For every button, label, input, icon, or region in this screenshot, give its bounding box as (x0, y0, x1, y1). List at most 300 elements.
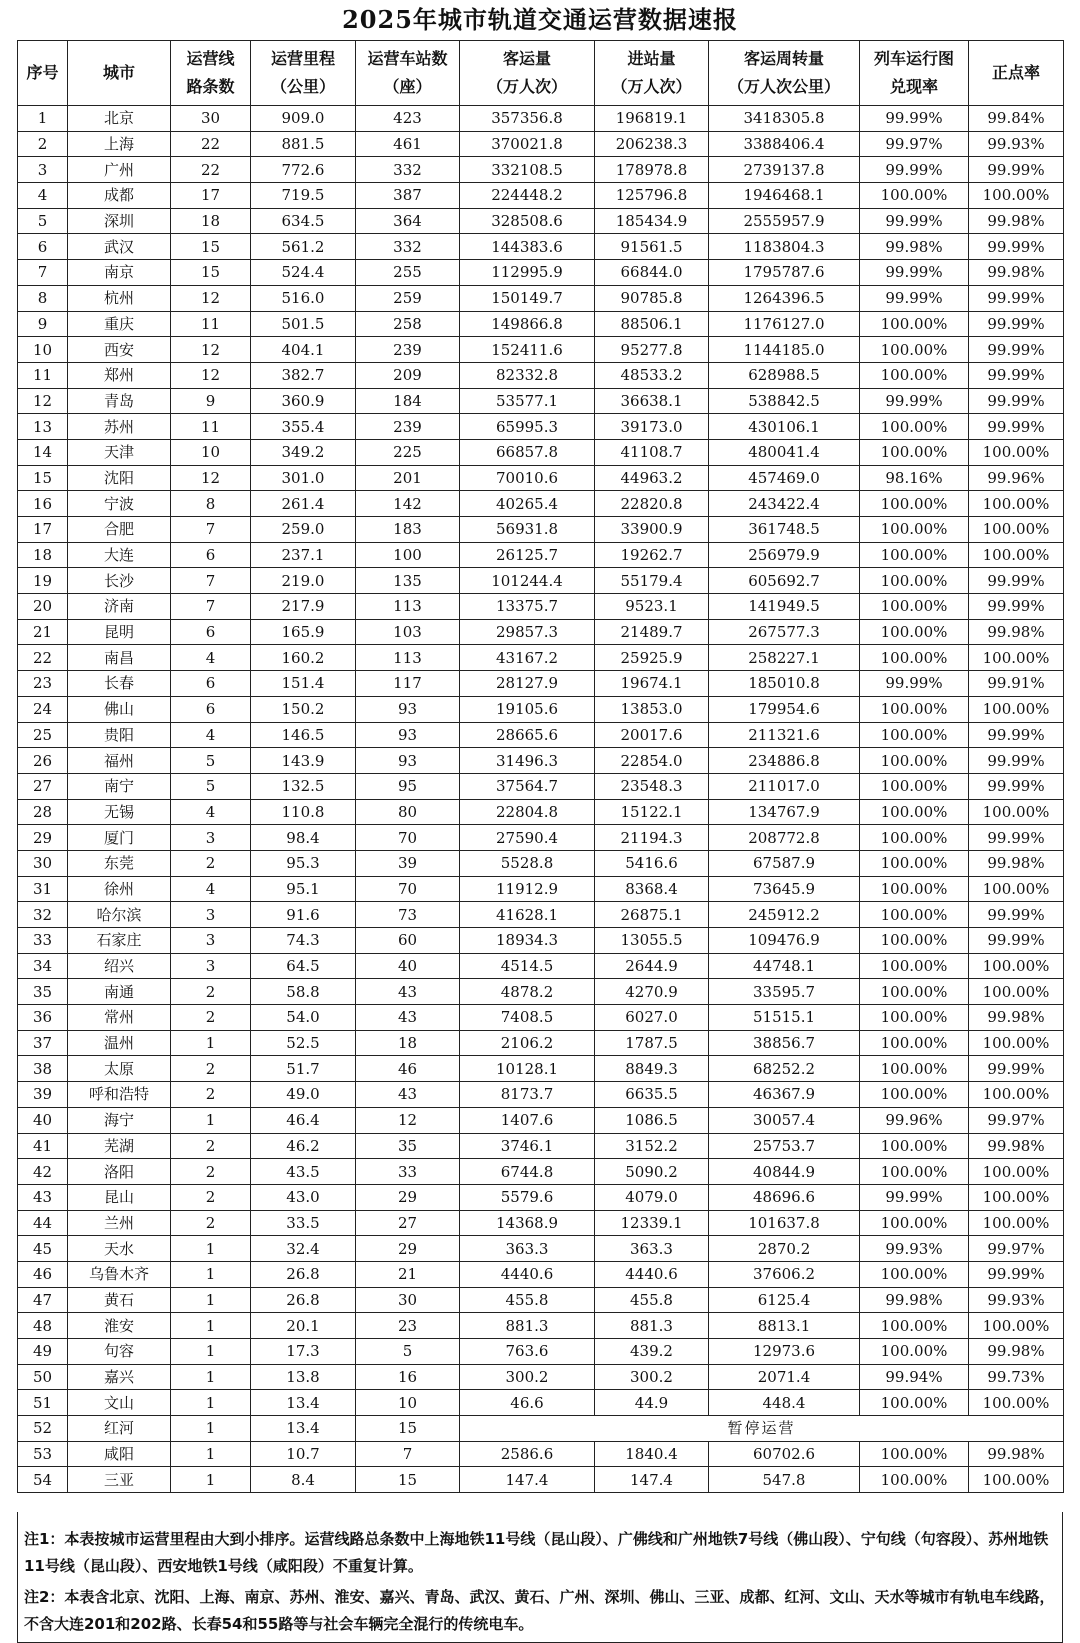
table-cell: 10 (171, 439, 251, 465)
table-cell: 43 (356, 979, 460, 1005)
table-cell: 7 (171, 517, 251, 543)
table-body (18, 106, 1064, 1493)
table-cell: 43 (356, 1082, 460, 1108)
table-cell: 40844.9 (709, 1159, 860, 1185)
table-cell: 32 (18, 902, 68, 928)
table-cell: 561.2 (251, 234, 356, 260)
table-row (18, 876, 1064, 902)
table-cell: 360.9 (251, 388, 356, 414)
table-cell: 2 (18, 131, 68, 157)
table-row (18, 465, 1064, 491)
notes-section (17, 1512, 1063, 1643)
table-row (18, 311, 1064, 337)
table-cell: 10 (356, 1390, 460, 1416)
table-cell: 绍兴 (68, 953, 171, 979)
table-cell: 福州 (68, 748, 171, 774)
table-cell: 5528.8 (460, 850, 595, 876)
table-cell: 2 (171, 850, 251, 876)
table-cell: 101244.4 (460, 568, 595, 594)
table-cell: 66857.8 (460, 439, 595, 465)
table-cell: 267577.3 (709, 619, 860, 645)
table-cell: 1 (171, 1441, 251, 1467)
table-cell: 100.00% (860, 825, 969, 851)
table-cell: 1 (171, 1339, 251, 1365)
table-cell: 185434.9 (595, 208, 709, 234)
table-cell: 3 (171, 825, 251, 851)
table-cell: 10128.1 (460, 1056, 595, 1082)
table-cell: 99.99% (860, 208, 969, 234)
table-cell: 184 (356, 388, 460, 414)
table-cell: 41 (18, 1133, 68, 1159)
table-cell: 48533.2 (595, 362, 709, 388)
table-row (18, 902, 1064, 928)
table-cell: 沈阳 (68, 465, 171, 491)
table-cell: 48696.6 (709, 1184, 860, 1210)
table-cell: 99.98% (969, 619, 1064, 645)
table-cell: 100.00% (860, 928, 969, 954)
table-cell: 423 (356, 106, 460, 132)
table-cell: 100.00% (969, 183, 1064, 209)
table-cell: 5 (356, 1339, 460, 1365)
table-cell: 2739137.8 (709, 157, 860, 183)
table-cell: 259.0 (251, 517, 356, 543)
table-cell: 909.0 (251, 106, 356, 132)
table-cell: 110.8 (251, 799, 356, 825)
table-cell: 2 (171, 979, 251, 1005)
table-row (18, 850, 1064, 876)
table-cell: 6 (18, 234, 68, 260)
table-cell: 厦门 (68, 825, 171, 851)
table-cell: 淮安 (68, 1313, 171, 1339)
table-cell: 13055.5 (595, 928, 709, 954)
table-cell: 52 (18, 1416, 68, 1442)
table-cell: 95.3 (251, 850, 356, 876)
table-cell: 332 (356, 157, 460, 183)
table-cell: 152411.6 (460, 337, 595, 363)
table-cell: 13375.7 (460, 594, 595, 620)
table-cell: 100.00% (969, 1467, 1064, 1493)
table-cell: 36638.1 (595, 388, 709, 414)
table-cell: 21194.3 (595, 825, 709, 851)
column-header-line: 运营里程 (270, 49, 335, 68)
table-cell: 11 (171, 414, 251, 440)
table-cell: 99.98% (969, 850, 1064, 876)
table-cell: 51 (18, 1390, 68, 1416)
table-row (18, 1159, 1064, 1185)
table-cell: 100.00% (860, 1339, 969, 1365)
table-cell: 100.00% (860, 337, 969, 363)
table-cell: 430106.1 (709, 414, 860, 440)
table-cell: 三亚 (68, 1467, 171, 1493)
table-cell: 2 (171, 1210, 251, 1236)
table-cell: 17.3 (251, 1339, 356, 1365)
table-cell: 苏州 (68, 414, 171, 440)
table-cell: 40 (18, 1107, 68, 1133)
table-cell: 91561.5 (595, 234, 709, 260)
table-cell: 长春 (68, 671, 171, 697)
table-cell: 1264396.5 (709, 285, 860, 311)
table-cell: 70 (356, 876, 460, 902)
table-cell: 211321.6 (709, 722, 860, 748)
table-cell: 南京 (68, 260, 171, 286)
table-cell: 17 (18, 517, 68, 543)
table-row (18, 1184, 1064, 1210)
table-cell: 99.99% (969, 773, 1064, 799)
table-row (18, 1210, 1064, 1236)
table-cell: 100.00% (969, 696, 1064, 722)
table-cell: 2 (171, 1159, 251, 1185)
table-cell: 99.99% (969, 748, 1064, 774)
table-cell: 44963.2 (595, 465, 709, 491)
table-cell: 4878.2 (460, 979, 595, 1005)
table-cell: 10 (18, 337, 68, 363)
table-cell: 深圳 (68, 208, 171, 234)
table-cell: 29 (18, 825, 68, 851)
table-row-suspended (18, 1416, 1064, 1442)
table-row (18, 594, 1064, 620)
table-row (18, 439, 1064, 465)
column-header-line: 运营线 (186, 49, 235, 68)
table-cell: 524.4 (251, 260, 356, 286)
table-cell: 151.4 (251, 671, 356, 697)
table-cell: 99.99% (969, 902, 1064, 928)
table-row (18, 1287, 1064, 1313)
table-cell: 100.00% (969, 1210, 1064, 1236)
table-cell: 256979.9 (709, 542, 860, 568)
table-cell: 2 (171, 1184, 251, 1210)
table-cell: 100.00% (860, 1261, 969, 1287)
table-cell: 昆山 (68, 1184, 171, 1210)
table-cell: 132.5 (251, 773, 356, 799)
table-row (18, 696, 1064, 722)
table-cell: 113 (356, 645, 460, 671)
table-cell: 23548.3 (595, 773, 709, 799)
data-table (17, 40, 1064, 1493)
table-cell: 29 (356, 1184, 460, 1210)
table-cell: 99.98% (969, 208, 1064, 234)
table-cell: 30 (356, 1287, 460, 1313)
table-cell: 99.73% (969, 1364, 1064, 1390)
table-cell: 99.99% (969, 362, 1064, 388)
table-cell: 35 (356, 1133, 460, 1159)
table-cell: 33900.9 (595, 517, 709, 543)
table-cell: 39 (356, 850, 460, 876)
table-row (18, 131, 1064, 157)
table-row (18, 260, 1064, 286)
table-cell: 29 (356, 1236, 460, 1262)
table-cell: 41108.7 (595, 439, 709, 465)
table-cell: 100.00% (969, 517, 1064, 543)
table-row (18, 106, 1064, 132)
table-cell: 99.98% (860, 234, 969, 260)
table-cell: 355.4 (251, 414, 356, 440)
table-cell: 178978.8 (595, 157, 709, 183)
table-cell: 12973.6 (709, 1339, 860, 1365)
table-cell: 125796.8 (595, 183, 709, 209)
table-cell: 19 (18, 568, 68, 594)
table-cell: 6635.5 (595, 1082, 709, 1108)
table-cell: 100.00% (860, 1056, 969, 1082)
table-cell: 21 (356, 1261, 460, 1287)
table-cell: 150149.7 (460, 285, 595, 311)
table-cell: 16 (18, 491, 68, 517)
table-cell: 117 (356, 671, 460, 697)
table-cell: 合肥 (68, 517, 171, 543)
table-cell: 387 (356, 183, 460, 209)
table-cell: 100.00% (860, 1441, 969, 1467)
table-cell: 99.99% (969, 311, 1064, 337)
table-cell: 8849.3 (595, 1056, 709, 1082)
table-row (18, 645, 1064, 671)
table-cell: 179954.6 (709, 696, 860, 722)
column-header-line: 运营车站数 (367, 49, 448, 68)
table-cell: 332108.5 (460, 157, 595, 183)
table-cell: 5579.6 (460, 1184, 595, 1210)
suspended-status: 暂停运营 (460, 1416, 1064, 1442)
table-cell: 100.00% (860, 1467, 969, 1493)
table-cell: 12 (171, 337, 251, 363)
table-cell: 13.4 (251, 1416, 356, 1442)
table-cell: 258227.1 (709, 645, 860, 671)
table-cell: 66844.0 (595, 260, 709, 286)
table-cell: 4 (171, 722, 251, 748)
table-cell: 100.00% (969, 1184, 1064, 1210)
table-cell: 70 (356, 825, 460, 851)
table-cell: 100.00% (860, 1390, 969, 1416)
table-cell: 100 (356, 542, 460, 568)
table-cell: 2644.9 (595, 953, 709, 979)
table-cell: 217.9 (251, 594, 356, 620)
table-cell: 99.84% (969, 106, 1064, 132)
table-cell: 18 (356, 1030, 460, 1056)
table-row (18, 234, 1064, 260)
table-cell: 516.0 (251, 285, 356, 311)
table-cell: 370021.8 (460, 131, 595, 157)
table-row (18, 1313, 1064, 1339)
table-cell: 113 (356, 594, 460, 620)
table-cell: 183 (356, 517, 460, 543)
table-cell: 1086.5 (595, 1107, 709, 1133)
table-cell: 99.98% (969, 1339, 1064, 1365)
table-cell: 100.00% (860, 773, 969, 799)
table-cell: 43.5 (251, 1159, 356, 1185)
table-row (18, 183, 1064, 209)
table-cell: 364 (356, 208, 460, 234)
table-cell: 201 (356, 465, 460, 491)
table-cell: 44748.1 (709, 953, 860, 979)
table-cell: 22 (171, 157, 251, 183)
table-row (18, 388, 1064, 414)
table-cell: 4440.6 (595, 1261, 709, 1287)
table-cell: 3746.1 (460, 1133, 595, 1159)
table-row (18, 825, 1064, 851)
table-cell: 100.00% (860, 1313, 969, 1339)
table-cell: 54.0 (251, 1005, 356, 1031)
table-cell: 37606.2 (709, 1261, 860, 1287)
table-cell: 5 (171, 773, 251, 799)
table-row (18, 953, 1064, 979)
table-cell: 济南 (68, 594, 171, 620)
column-header-line: 路条数 (186, 77, 235, 96)
table-cell: 22 (18, 645, 68, 671)
table-cell: 11 (171, 311, 251, 337)
table-row (18, 1390, 1064, 1416)
column-header-line: （万人次公里） (727, 77, 840, 96)
column-header (18, 41, 68, 106)
table-cell: 句容 (68, 1339, 171, 1365)
table-cell: 37564.7 (460, 773, 595, 799)
table-cell: 3 (18, 157, 68, 183)
table-cell: 51.7 (251, 1056, 356, 1082)
table-cell: 15 (171, 234, 251, 260)
table-cell: 480041.4 (709, 439, 860, 465)
table-cell: 73 (356, 902, 460, 928)
table-cell: 1840.4 (595, 1441, 709, 1467)
table-cell: 100.00% (860, 850, 969, 876)
table-cell: 239 (356, 337, 460, 363)
table-cell: 88506.1 (595, 311, 709, 337)
table-row (18, 337, 1064, 363)
table-cell: 27 (18, 773, 68, 799)
table-cell: 100.00% (860, 902, 969, 928)
table-cell: 21 (18, 619, 68, 645)
table-cell: 36 (18, 1005, 68, 1031)
table-row (18, 414, 1064, 440)
table-cell: 109476.9 (709, 928, 860, 954)
table-cell: 12 (171, 285, 251, 311)
table-cell: 99.97% (860, 131, 969, 157)
table-cell: 海宁 (68, 1107, 171, 1133)
table-cell: 3 (171, 953, 251, 979)
table-cell: 18934.3 (460, 928, 595, 954)
column-header-line: （万人次） (486, 77, 567, 96)
table-cell: 27590.4 (460, 825, 595, 851)
column-header-line: 兑现率 (889, 77, 938, 96)
table-cell: 40265.4 (460, 491, 595, 517)
table-cell: 46.2 (251, 1133, 356, 1159)
table-cell: 5 (171, 748, 251, 774)
table-cell: 881.3 (595, 1313, 709, 1339)
table-cell: 99.96% (969, 465, 1064, 491)
table-cell: 1183804.3 (709, 234, 860, 260)
table-cell: 501.5 (251, 311, 356, 337)
table-cell: 4 (171, 876, 251, 902)
table-cell: 1 (171, 1364, 251, 1390)
table-cell: 5 (18, 208, 68, 234)
table-cell: 99.99% (969, 825, 1064, 851)
table-cell: 258 (356, 311, 460, 337)
table-cell: 9523.1 (595, 594, 709, 620)
table-cell: 1176127.0 (709, 311, 860, 337)
table-cell: 3388406.4 (709, 131, 860, 157)
table-cell: 1 (171, 1236, 251, 1262)
table-row (18, 542, 1064, 568)
table-cell: 100.00% (860, 362, 969, 388)
table-cell: 237.1 (251, 542, 356, 568)
table-cell: 99.99% (969, 568, 1064, 594)
table-cell: 67587.9 (709, 850, 860, 876)
table-cell: 719.5 (251, 183, 356, 209)
table-cell: 11912.9 (460, 876, 595, 902)
table-cell: 15 (18, 465, 68, 491)
table-cell: 100.00% (860, 1005, 969, 1031)
table-cell: 49 (18, 1339, 68, 1365)
table-cell: 147.4 (460, 1467, 595, 1493)
table-cell: 80 (356, 799, 460, 825)
table-cell: 99.99% (969, 414, 1064, 440)
table-cell: 32.4 (251, 1236, 356, 1262)
table-cell: 60 (356, 928, 460, 954)
table-cell: 100.00% (969, 953, 1064, 979)
table-cell: 13 (18, 414, 68, 440)
table-cell: 95.1 (251, 876, 356, 902)
table-cell: 6 (171, 542, 251, 568)
table-cell: 18 (18, 542, 68, 568)
table-cell: 常州 (68, 1005, 171, 1031)
table-cell: 1795787.6 (709, 260, 860, 286)
table-cell: 19105.6 (460, 696, 595, 722)
table-cell: 99.99% (969, 285, 1064, 311)
table-cell: 98.16% (860, 465, 969, 491)
column-header (860, 41, 969, 106)
table-cell: 100.00% (969, 1390, 1064, 1416)
table-cell: 48 (18, 1313, 68, 1339)
table-cell: 贵阳 (68, 722, 171, 748)
table-row (18, 568, 1064, 594)
table-cell: 1407.6 (460, 1107, 595, 1133)
table-cell: 225 (356, 439, 460, 465)
table-cell: 99.99% (969, 1261, 1064, 1287)
table-cell: 40 (356, 953, 460, 979)
table-cell: 100.00% (860, 645, 969, 671)
table-cell: 100.00% (860, 542, 969, 568)
column-header-line: （座） (383, 77, 432, 96)
table-cell: 大连 (68, 542, 171, 568)
table-cell: 142 (356, 491, 460, 517)
table-cell: 65995.3 (460, 414, 595, 440)
table-cell: 349.2 (251, 439, 356, 465)
table-cell: 无锡 (68, 799, 171, 825)
column-header (356, 41, 460, 106)
table-cell: 2 (171, 1005, 251, 1031)
report-title: 2025年城市轨道交通运营数据速报 (342, 5, 738, 34)
table-row (18, 671, 1064, 697)
table-cell: 24 (18, 696, 68, 722)
table-cell: 13853.0 (595, 696, 709, 722)
table-cell: 99.96% (860, 1107, 969, 1133)
table-cell: 99.99% (860, 388, 969, 414)
table-cell: 99.99% (969, 1056, 1064, 1082)
table-cell: 昆明 (68, 619, 171, 645)
table-cell: 12339.1 (595, 1210, 709, 1236)
table-cell: 457469.0 (709, 465, 860, 491)
table-cell: 772.6 (251, 157, 356, 183)
table-cell: 53 (18, 1441, 68, 1467)
table-cell: 长沙 (68, 568, 171, 594)
table-cell: 38856.7 (709, 1030, 860, 1056)
table-cell: 46.6 (460, 1390, 595, 1416)
column-header-line: 序号 (26, 63, 59, 82)
table-row (18, 1107, 1064, 1133)
table-cell: 30057.4 (709, 1107, 860, 1133)
table-cell: 100.00% (969, 1030, 1064, 1056)
table-cell: 44.9 (595, 1390, 709, 1416)
table-cell: 100.00% (969, 1082, 1064, 1108)
column-header-line: （公里） (270, 77, 335, 96)
table-cell: 328508.6 (460, 208, 595, 234)
table-cell: 6 (171, 671, 251, 697)
table-cell: 68252.2 (709, 1056, 860, 1082)
